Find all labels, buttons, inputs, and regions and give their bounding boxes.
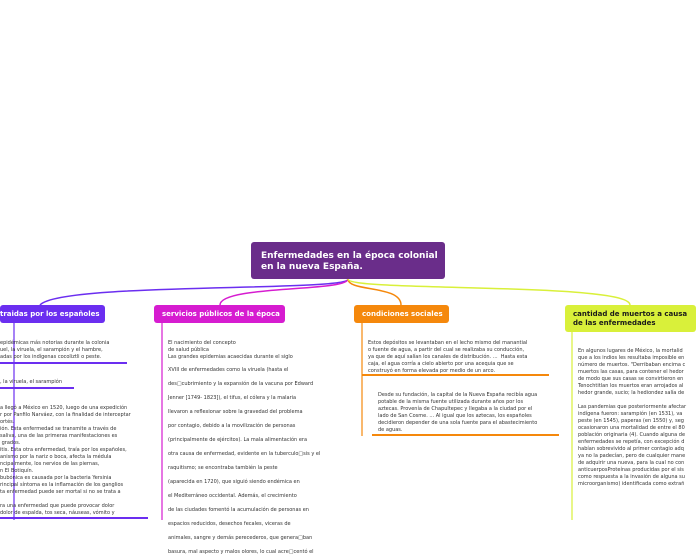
b2-note-salud-publica[interactable]: El nacimiento del concepto de salud pública Las grandes epidemias acaecidas durante el siglo — [168, 340, 293, 360]
branch-traidas-por-espanoles[interactable]: traidas por los españoles — [0, 305, 105, 323]
branch-condiciones-sociales[interactable]: condiciones sociales — [354, 305, 449, 323]
branch-servicios-publicos[interactable]: servicios públicos de la época — [154, 305, 285, 323]
branch-cantidad-de-muertos[interactable]: cantidad de muertos a causa de las enfermedades — [565, 305, 696, 332]
b1-note-descripcion[interactable]: a llegó a México en 1520, luego de una expedición r por Panfilo Narváez, con la finalidad de interceptar ortés. ión. Esta enfermedad se transmite a través de saliva, una de las primeras manifestaciones es grados. itis. Esta otra enfermedad, traía por los españoles, anismo por la nariz o boca, afecta la médula ncipalmente, los nervios de las piernas, n El Botiquín. bubónica es causada por la bacteria Yersinia rincipal síntoma es la inflamación de los ganglios ta enfermedad puede ser mortal si no se trata a ra una enfermedad que puede provocar dolor dolor de espalda, tos seca, náuseas, vómito y — [0, 405, 131, 516]
b3-note-agua-potable[interactable]: Desde su fundación, la capital de la Nueva España recibía agua potable de la misma fuente utilizada durante años por los aztecas. Provenía de Chapultepec y llegaba a la ciudad por el lado de San Cosme. ... Al igual que los aztecas, los españoles decidieron depender de una sola fuente para el abastecimiento de aguas. — [378, 392, 538, 433]
b4-note-mortalidad[interactable]: En algunos lugares de México, la mortalid que a los indios les resultaba imposible en número de muertos. "Derribaban encima c muertos las casas, para contener el hedor de modo que sus casas se convirtieron en Tenochtitlan los muertos eran arrojados al hedor grande, sucio; la hediondez salía de Las pandemias que posteriormente afectar indígena fueron: sarampión (en 1531), va peste (en 1545), paperas (en 1550) y, seg ocasionaron una mortalidad de entre el 80 población originaria (4). Cuando alguna de enfermedades se repetía, con excepción d habían sobrevivido al primer contagio adq ya no la padecían, pero de cualquier mane de adquirir una nueva, para la cual no con anticuerposProteínas producidas por el sis como respuesta a la invasión de alguna su microorganismo) identificada como extrañ — [578, 348, 687, 487]
connector-to-b2 — [220, 279, 348, 305]
connector-to-b4 — [348, 279, 630, 305]
b2-note-siglo-xviii[interactable]: XVIII de enfermedades como la viruela (hasta el des□cubrimiento y la expansión de la vacuna por Edward Jenner [1749- 1823]), el tifus, el cólera y la malaria llevaron a reflexionar sobre la gravedad del problema por contagio, debido a la movilización de personas (principalmente de ejércitos). La mala alimentación era otra causa de enfermedad, evidente en la tuberculo□sis y el raquitismo; se encontraba también la peste (aparecida en 1720), que siguió siendo endémica en el Mediterráneo occidental. Además, el crecimiento de las ciudades fomentó la acumulación de personas en espacios reducidos, desechos fecales, viceras de animales, sangre y demás perecederos, que genera□ban basura, mal aspecto y malos olores, lo cual acre□centó el — [168, 367, 321, 555]
b3-note-depositos[interactable]: Estos depósitos se levantaban en el lecho mismo del manantial o fuente de agua, a partir del cual se realizaba su conducción, ya que de aquí salían los canales de distribución. ... Hasta esta caja, el agua corría a cielo abierto por una acequia que se construyó en forma elevada por medio de un arco. — [368, 340, 528, 374]
b1-note-viruela[interactable]: , la viruela, el sarampión — [0, 379, 63, 385]
connector-to-b1 — [40, 279, 348, 305]
b1-note-epidemias[interactable]: epidémicas más notorias durante la colonia uel, la viruela, el sarampión y el hambre, adas por los indígenas cocoliztli o peste. — [0, 340, 110, 360]
connector-to-b3 — [348, 279, 401, 305]
central-topic[interactable]: Enfermedades en la época colonial en la nueva España. — [251, 242, 445, 279]
